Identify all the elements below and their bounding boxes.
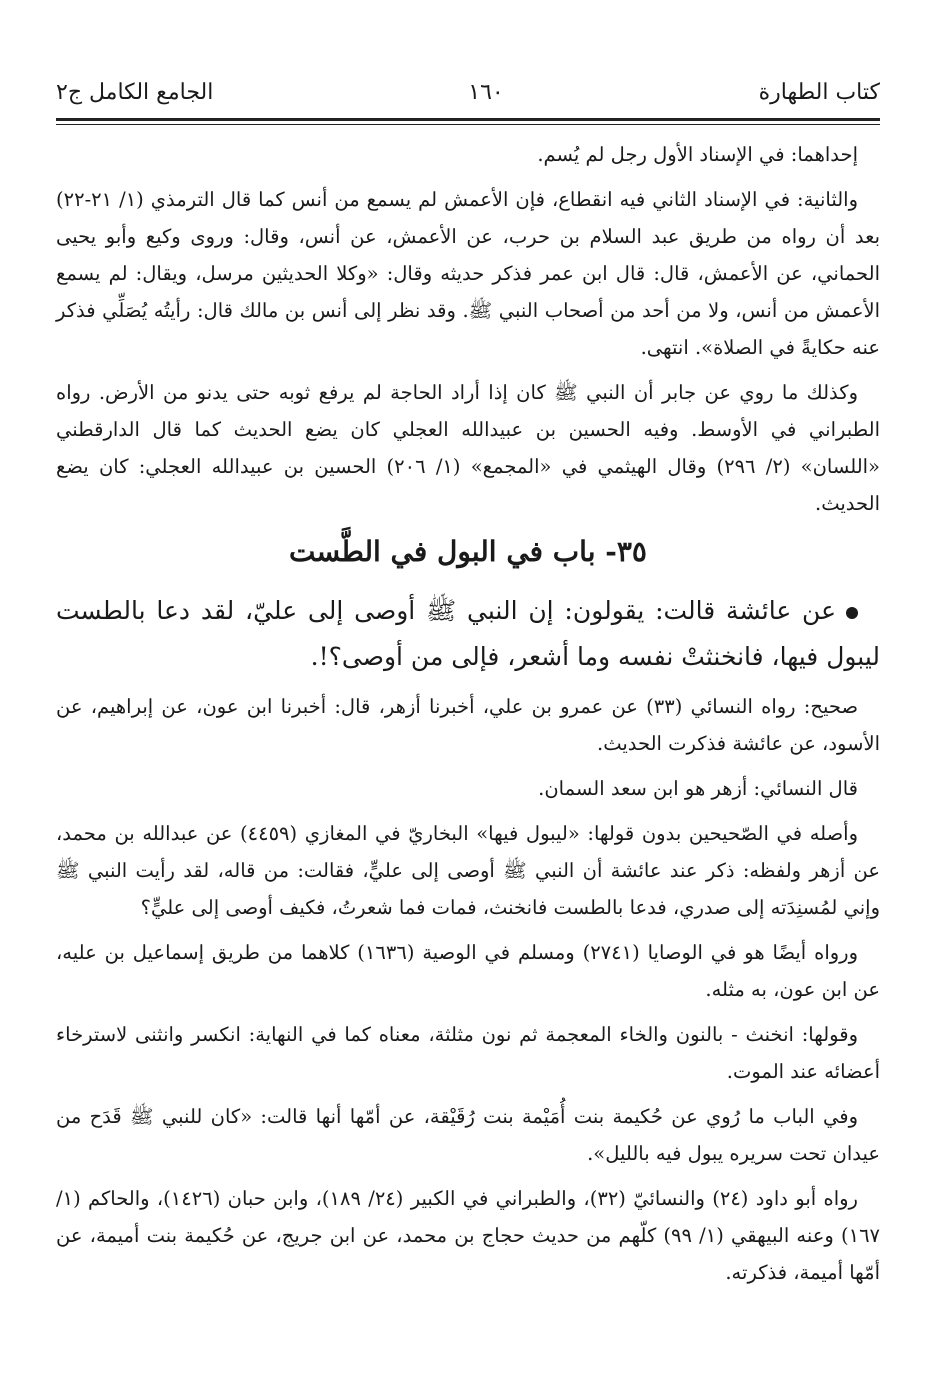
header-divider (56, 118, 880, 125)
paragraph: رواه أبو داود (٢٤) والنسائيّ (٣٢)، والطبراني في الكبير (٢٤/ ١٨٩)، وابن حبان (١٤٢٦)، والحاكم (١/ ١٦٧) وعنه البيهقي (١/ ٩٩) كلّهم من حديث حجاج بن محمد، عن ابن جريج، عن حُكيمة بنت أميمة، عن أمّها أميمة، فذكرته. (56, 1187, 881, 1284)
paragraph: وقولها: انخنث - بالنون والخاء المعجمة ثم نون مثلثة، معناه كما في النهاية: انكسر وانثنى لاسترخاء أعضائه عند الموت. (56, 1023, 880, 1083)
book-title: الجامع الكامل ج٢ (56, 79, 214, 105)
paragraph: صحيح: رواه النسائي (٣٣) عن عمرو بن علي، أخبرنا أزهر، قال: أخبرنا ابن عون، عن إبراهيم، عن الأسود، عن عائشة فذكرت الحديث. (56, 695, 880, 755)
book-page (56, 0, 880, 1380)
page-number: ١٦٠ (468, 79, 504, 105)
paragraph: قال النسائي: أزهر هو ابن سعد السمان. (538, 777, 858, 800)
running-header (56, 72, 880, 112)
paragraph: وفي الباب ما رُوي عن حُكيمة بنت أُمَيْمة بنت رُقَيْقة، عن أمّها أنها قالت: «كان للنبي ﷺ قَدَح من عيدان تحت سريره يبول فيه بالليل». (56, 1105, 880, 1165)
hadith-text (56, 588, 880, 680)
paragraph: ورواه أيضًا هو في الوصايا (٢٧٤١) ومسلم في الوصية (١٦٣٦) كلاهما من طريق إسماعيل بن عليه، عن ابن عون، به مثله. (56, 941, 880, 1001)
chapter-title: ٣٥- باب في البول في الطَّست (289, 535, 647, 568)
page-body (56, 136, 880, 1299)
paragraph: وأصله في الصّحيحين بدون قولها: «ليبول فيها» البخاريّ في المغازي (٤٤٥٩) عن عبدالله بن محمد، عن أزهر ولفظه: ذكر عند عائشة أن النبي ﷺ أوصى إلى عليٍّ، فقالت: من قاله، لقد رأيت النبي ﷺ وإني لمُسنِدَته إلى صدري، فدعا بالطست فانخنث، فمات فما شعرتُ، فكيف أوصى إلى عليٍّ؟ (56, 822, 880, 919)
bullet-icon (846, 607, 858, 619)
paragraph: والثانية: في الإسناد الثاني فيه انقطاع، فإن الأعمش لم يسمع من أنس كما قال الترمذي (١/ ٢١-٢٢) بعد أن رواه من طريق عبد السلام بن حرب، عن الأعمش، عن أنس، وقال: وروى وكيع وأبو يحيى الحماني، عن الأعمش، قال: قال ابن عمر فذكر حديثه وقال: «وكلا الحديثين مرسل، ويقال: لم يسمع الأعمش من أنس، ولا من أحد من أصحاب النبي ﷺ. وقد نظر إلى أنس بن مالك قال: رأيتُه يُصَلِّي فذكر عنه حكايةً في الصلاة». انتهى. (56, 188, 880, 359)
paragraph: وكذلك ما روي عن جابر أن النبي ﷺ كان إذا أراد الحاجة لم يرفع ثوبه حتى يدنو من الأرض. رواه الطبراني في الأوسط. وفيه الحسين بن عبيدالله العجلي كان يضع الحديث كما قال الدارقطني «اللسان» (٢/ ٢٩٦) وقال الهيثمي في «المجمع» (١/ ٢٠٦) الحسين بن عبيدالله العجلي: كان يضع الحديث. (56, 381, 880, 515)
section-title: كتاب الطهارة (758, 79, 880, 105)
paragraph: إحداهما: في الإسناد الأول رجل لم يُسم. (537, 143, 858, 166)
hadith-body: عن عائشة قالت: يقولون: إن النبي ﷺ أوصى إلى عليّ، لقد دعا بالطست ليبول فيها، فانخنثتْ نفسه وما أشعر، فإلى من أوصى؟!. (56, 596, 880, 671)
